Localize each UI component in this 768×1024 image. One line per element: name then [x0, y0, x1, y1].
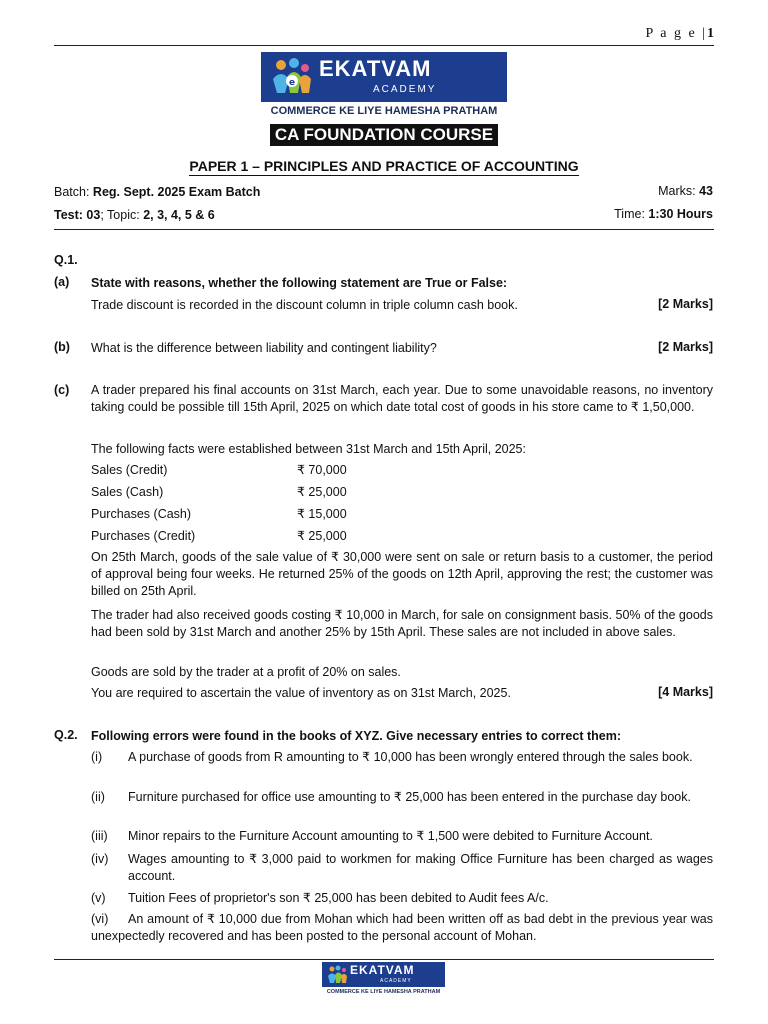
course-title: CA FOUNDATION COURSE	[270, 124, 498, 146]
q1c-intro: A trader prepared his final accounts on 31st March, each year. Due to some unavoidable reasons, no inventory taking could be possible till 15th April, 2025 on which date total cost of goods in his store came to ₹ 1,50,000.	[91, 383, 713, 414]
footer-tagline: COMMERCE KE LIYE HAMESHA PRATHAM	[326, 989, 441, 995]
error-number: (iii)	[91, 829, 108, 843]
q1c-item	[91, 528, 713, 545]
people-emblem-icon	[325, 964, 349, 986]
topic-value: 2, 3, 4, 5 & 6	[143, 208, 215, 222]
q1c-facts: The following facts were established between 31st March and 15th April, 2025:	[91, 442, 526, 456]
q1c-para-required: You are required to ascertain the value of inventory as on 31st March, 2025.	[91, 686, 511, 700]
q1c-marks: [4 Marks]	[658, 685, 713, 699]
error-text: An amount of ₹ 10,000 due from Mohan which had been written off as bad debt in the previous year was unexpectedly recovered and has been posted to the personal account of Mohan.	[91, 912, 713, 943]
page-number	[646, 26, 715, 42]
logo-tagline: COMMERCE KE LIYE HAMESHA PRATHAM	[270, 105, 498, 117]
q1b-text: What is the difference between liability and contingent liability?	[91, 341, 437, 355]
error-text: A purchase of goods from R amounting to ₹ 10,000 has been wrongly entered through the sales book.	[128, 750, 693, 764]
q1c-item	[91, 484, 713, 501]
item-amount: ₹ 15,000	[297, 507, 347, 521]
item-amount: ₹ 25,000	[297, 485, 347, 499]
page-label: P a g e |	[645, 26, 707, 41]
header-rule	[54, 45, 714, 46]
q1c-item	[91, 506, 713, 523]
academy-logo	[261, 52, 507, 102]
logo-sub: ACADEMY	[373, 84, 437, 95]
error-number: (ii)	[91, 790, 105, 804]
batch-value: Reg. Sept. 2025 Exam Batch	[92, 185, 261, 199]
error-number: (vi)	[91, 912, 109, 926]
item-amount: ₹ 25,000	[297, 529, 347, 543]
q1a-marks: [2 Marks]	[658, 297, 713, 311]
q1c-label: (c)	[54, 383, 70, 397]
logo-name: EKATVAM	[319, 56, 432, 81]
marks-label: Marks:	[658, 184, 700, 198]
item-name: Purchases (Cash)	[91, 507, 192, 521]
time-line	[614, 207, 713, 221]
paper-title	[0, 158, 768, 174]
error-text: Minor repairs to the Furniture Account amounting to ₹ 1,500 were debited to Furniture Account.	[128, 829, 653, 843]
q1b-label: (b)	[54, 340, 70, 354]
batch-label: Batch:	[54, 185, 93, 199]
test-value: Test: 03	[54, 208, 101, 222]
item-amount: ₹ 70,000	[297, 463, 347, 477]
test-line	[54, 207, 215, 223]
q1a-heading: State with reasons, whether the following statement are True or False:	[91, 276, 508, 290]
error-number: (v)	[91, 891, 106, 905]
item-name: Purchases (Credit)	[91, 529, 196, 543]
time-label: Time:	[614, 207, 649, 221]
item-name: Sales (Cash)	[91, 485, 164, 499]
error-number: (i)	[91, 750, 103, 764]
svg-text:e: e	[289, 78, 296, 88]
q2-label: Q.2.	[54, 728, 78, 742]
people-emblem-icon	[267, 55, 317, 99]
marks-line	[658, 184, 713, 198]
q1c-para-consignment: The trader had also received goods costing ₹ 10,000 in March, for sale on consignment basis. 50% of the goods had been sold by 31st March and another 25% by 15th April. These sales are not included in above sales.	[91, 608, 713, 639]
footer-logo-name: EKATVAM	[350, 963, 415, 977]
time-value: 1:30 Hours	[648, 207, 713, 221]
error-text: Wages amounting to ₹ 3,000 paid to workmen for making Office Furniture has been charged as wages account.	[128, 852, 713, 883]
meta-rule	[54, 229, 714, 230]
q1c-para-sale-return: On 25th March, goods of the sale value of ₹ 30,000 were sent on sale or return basis to a customer, the period of approval being four weeks. He returned 25% of the goods on 12th April, approving the rest; the customer was billed on 25th April.	[91, 550, 713, 598]
error-text: Tuition Fees of proprietor's son ₹ 25,000 has been debited to Audit fees A/c.	[128, 891, 549, 905]
q1b-marks: [2 Marks]	[658, 340, 713, 354]
footer-rule	[54, 959, 714, 960]
error-number: (iv)	[91, 852, 109, 866]
q1c-item	[91, 462, 713, 479]
item-name: Sales (Credit)	[91, 463, 168, 477]
q1-label: Q.1.	[54, 253, 78, 267]
q2-heading: Following errors were found in the books of XYZ. Give necessary entries to correct them:	[91, 729, 621, 743]
paper-title-text: PAPER 1 – PRINCIPLES AND PRACTICE OF ACCOUNTING	[189, 158, 579, 174]
q1c-para-profit: Goods are sold by the trader at a profit of 20% on sales.	[91, 665, 401, 679]
footer-logo	[322, 962, 445, 987]
footer-logo-sub: ACADEMY	[380, 978, 412, 984]
topic-label: ; Topic:	[100, 208, 144, 222]
q1a-label: (a)	[54, 275, 70, 289]
batch-line	[54, 184, 260, 200]
q1a-text: Trade discount is recorded in the discount column in triple column cash book.	[91, 298, 518, 312]
marks-value: 43	[699, 184, 713, 198]
error-text: Furniture purchased for office use amounting to ₹ 25,000 has been entered in the purchase day book.	[128, 790, 691, 804]
page-number-value: 1	[707, 26, 714, 41]
